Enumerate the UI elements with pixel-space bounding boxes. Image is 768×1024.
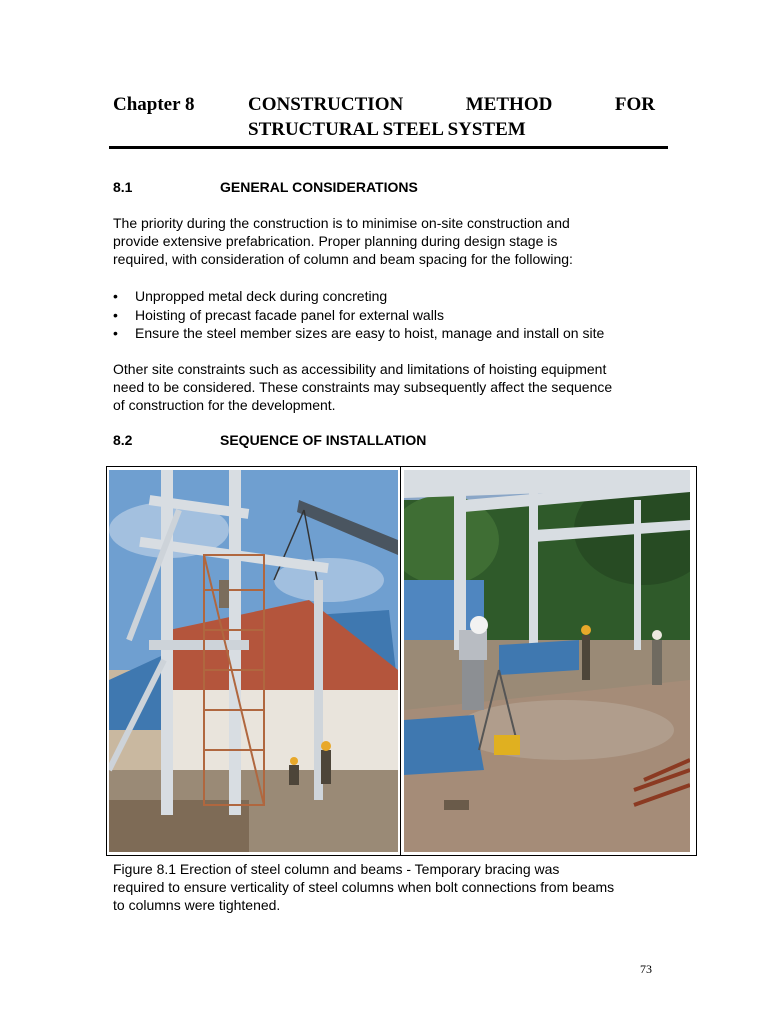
paragraph-line: The priority during the construction is to minimise on-site construction and	[113, 215, 570, 231]
figure-divider	[400, 466, 401, 856]
chapter-title-word: METHOD	[465, 94, 553, 115]
caption-line: Figure 8.1 Erection of steel column and beams - Temporary bracing was	[113, 861, 560, 877]
chapter-title-word: CONSTRUCTION	[248, 94, 404, 115]
chapter-title-word: FOR	[614, 94, 655, 115]
photo-steel-column-erection	[109, 470, 398, 852]
list-item	[113, 287, 655, 306]
list-item-text: Ensure the steel member sizes are easy to hoist, manage and install on site	[135, 325, 605, 341]
list-item-text: Unpropped metal deck during concreting	[135, 288, 388, 304]
paragraph-line: of construction for the development.	[113, 397, 336, 413]
paragraph-line: Other site constraints such as accessibility and limitations of hoisting equipment	[113, 361, 607, 377]
section-heading-8-1	[113, 178, 418, 196]
section-number: 8.2	[113, 432, 133, 448]
bullet-icon: •	[113, 325, 118, 341]
section-number: 8.1	[113, 179, 133, 195]
bullet-icon: •	[113, 288, 118, 304]
caption-line: to columns were tightened.	[113, 897, 281, 913]
chapter-title-line-2: STRUCTURAL STEEL SYSTEM	[248, 119, 526, 140]
paragraph-constraints	[113, 360, 655, 414]
chapter-title-line-1	[248, 92, 655, 117]
page-number: 73	[640, 962, 652, 976]
paragraph-line: provide extensive prefabrication. Proper planning during design stage is	[113, 233, 558, 249]
bullet-list	[113, 287, 655, 343]
list-item-text: Hoisting of precast facade panel for external walls	[135, 306, 444, 323]
section-title: SEQUENCE OF INSTALLATION	[220, 432, 427, 448]
bullet-icon: •	[113, 306, 118, 323]
list-item	[113, 324, 655, 343]
paragraph-line: required, with consideration of column and beam spacing for the following:	[113, 251, 573, 267]
figure-caption	[113, 860, 655, 914]
paragraph-priority	[113, 214, 655, 268]
paragraph-line: need to be considered. These constraints may subsequently affect the sequence	[113, 379, 613, 395]
caption-line: required to ensure verticality of steel columns when bolt connections from beams	[113, 879, 615, 895]
section-heading-8-2	[113, 431, 426, 449]
photo-steel-frame-site	[404, 470, 690, 852]
chapter-label: Chapter 8	[113, 94, 195, 115]
chapter-rule	[109, 146, 668, 149]
section-title: GENERAL CONSIDERATIONS	[220, 179, 418, 195]
chapter-title	[248, 92, 655, 142]
list-item	[113, 306, 655, 325]
